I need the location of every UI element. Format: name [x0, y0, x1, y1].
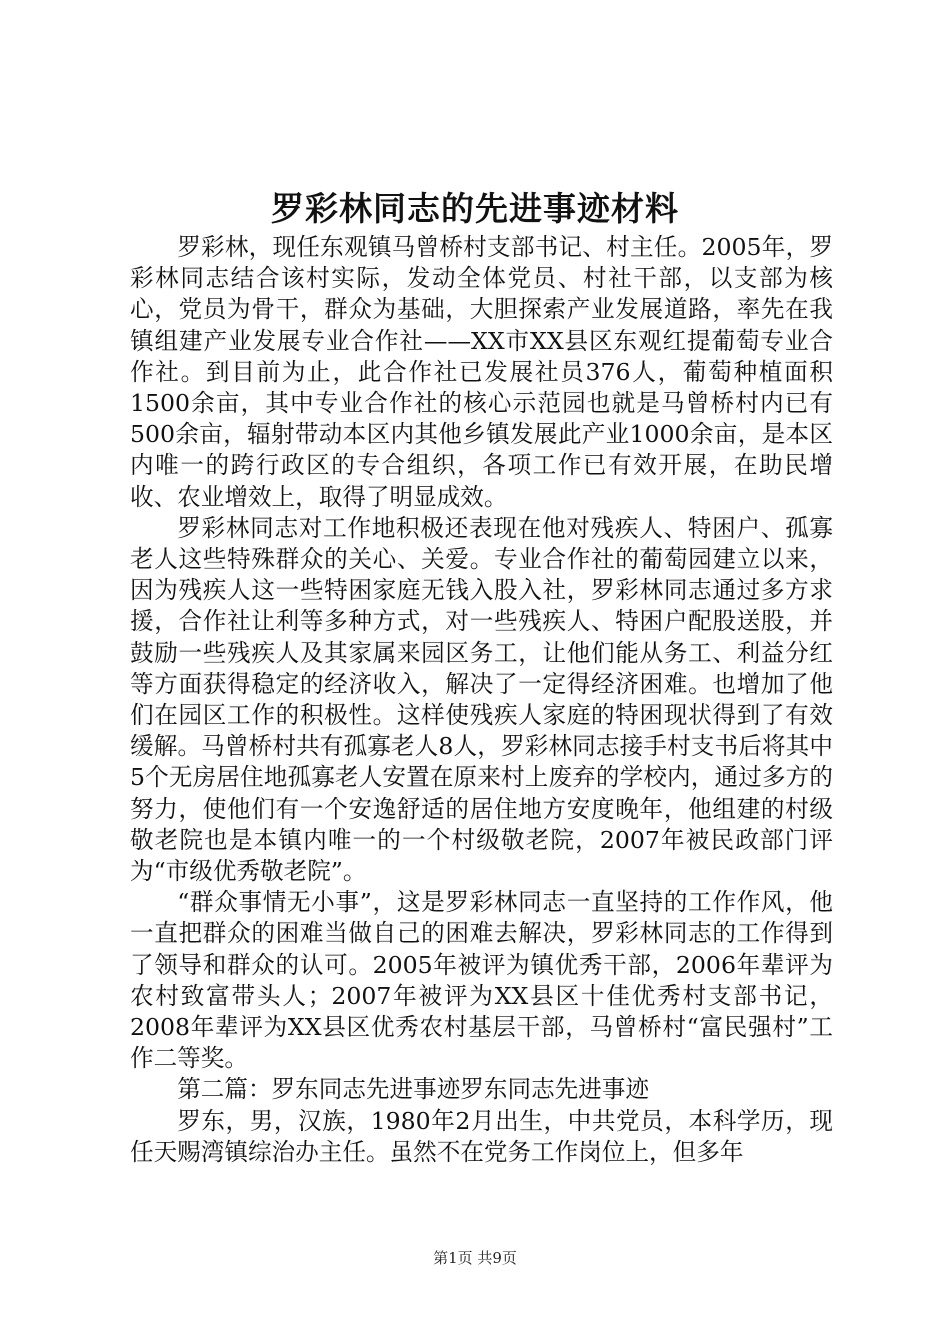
paragraph: 罗彩林，现任东观镇马曾桥村支部书记、村主任。2005年，罗彩林同志结合该村实际，发动全体党员、村社干部，以支部为核心，党员为骨干，群众为基础，大胆探索产业发展道路，率先在我镇组建产业发展专业合作社——XX市XX县区东观红提葡萄专业合作社。到目前为止，此合作社已发展社员376人，葡萄种植面积1500余亩，其中专业合作社的核心示范园也就是马曾桥村内已有500余亩，辐射带动本区内其他乡镇发展此产业1000余亩，是本区内唯一的跨行政区的专合组织，各项工作已有效开展，在助民增收、农业增效上，取得了明显成效。 [130, 233, 833, 511]
paragraph: “群众事情无小事”，这是罗彩林同志一直坚持的工作作风，他一直把群众的困难当做自己的困难去解决，罗彩林同志的工作得到了领导和群众的认可。2005年被评为镇优秀干部，2006年辈评为农村致富带头人；2007年被评为XX县区十佳优秀村支部书记，2008年辈评为XX县区优秀农村基层干部，马曾桥村“富民强村”工作二等奖。 [130, 888, 833, 1073]
paragraph: 罗东，男，汉族，1980年2月出生，中共党员，本科学历，现任天赐湾镇综治办主任。虽然不在党务工作岗位上，但多年 [130, 1106, 833, 1166]
paragraph: 罗彩林同志对工作地积极还表现在他对残疾人、特困户、孤寡老人这些特殊群众的关心、关爱。专业合作社的葡萄园建立以来，因为残疾人这一些特困家庭无钱入股入社，罗彩林同志通过多方求援，合作社让利等多种方式，对一些残疾人、特困户配股送股，并鼓励一些残疾人及其家属来园区务工，让他们能从务工、利益分红等方面获得稳定的经济收入，解决了一定得经济困难。也增加了他们在园区工作的积极性。这样使残疾人家庭的特困现状得到了有效缓解。马曾桥村共有孤寡老人8人，罗彩林同志接手村支书后将其中5个无房居住地孤寡老人安置在原来村上废弃的学校内，通过多方的努力，使他们有一个安逸舒适的居住地方安度晚年，他组建的村级敬老院也是本镇内唯一的一个村级敬老院，2007年被民政部门评为“市级优秀敬老院”。 [130, 513, 833, 886]
document-title: 罗彩林同志的先进事迹材料 [271, 189, 679, 228]
page-footer: 第1页 共9页 [433, 1249, 517, 1267]
section-heading: 第二篇：罗东同志先进事迹罗东同志先进事迹 [177, 1075, 650, 1104]
document-body [130, 232, 833, 1168]
